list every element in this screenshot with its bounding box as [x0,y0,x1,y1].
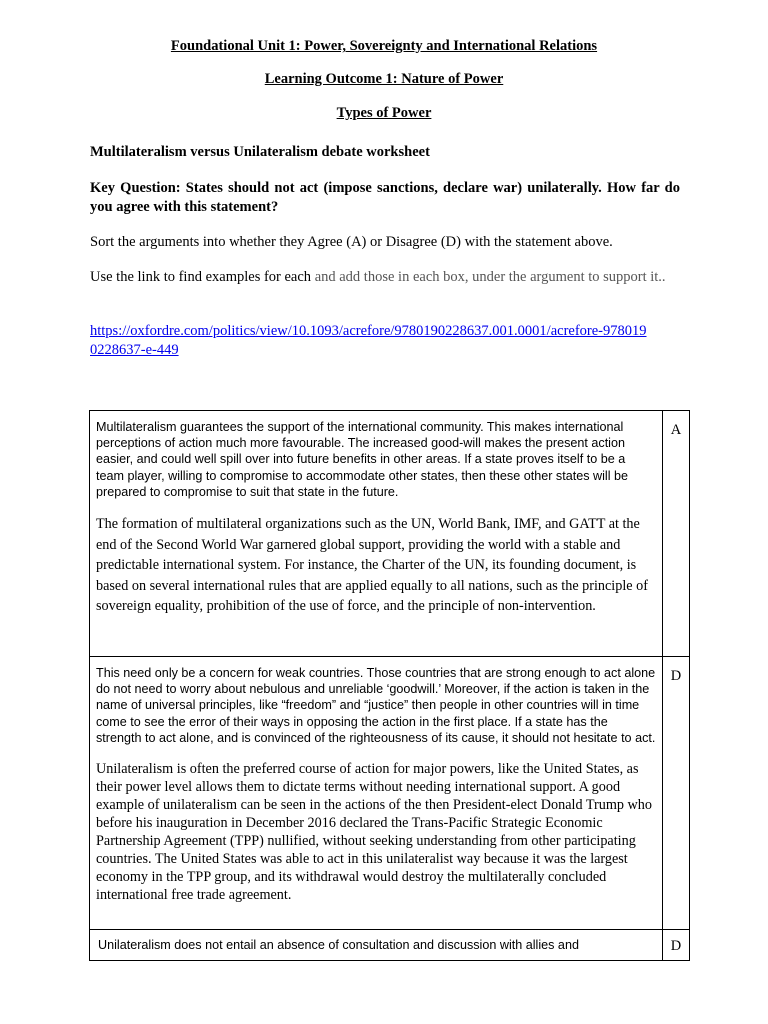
resource-link-block [90,322,650,360]
link-instruction-part1: Use the link to find examples for each [90,269,312,285]
key-question: Key Question: States should not act (impose sanctions, declare war) unilaterally. How far do you agree with this statement? [90,180,680,215]
argument-row [90,411,690,657]
argument-example: The formation of multilateral organizations such as the UN, World Bank, IMF, and GATT at the end of the Second World War garnered global support, providing the world with a stable and predictable international system. For instance, the Charter of the UN, its founding document, is based on several international rules that are applied equally to all nations, such as the principle of sovereign equality, prohibition of the use of force, and the principle of non-intervention. [96,516,648,615]
argument-text: Unilateralism does not entail an absence of consultation and discussion with allies and [98,938,579,952]
argument-tag: A [662,411,689,657]
argument-text: This need only be a concern for weak countries. Those countries that are strong enough to act alone do not need to worry about nebulous and unreliable ‘goodwill.’ Moreover, if the action is taken in the name of universal principles, like “freedom” and “justice” then people in other countries will in time come to see the error of their ways in opposing the action in the first place. If a state has the strength to act alone, and is convinced of the righteousness of its cause, it should not hesitate to act. [96,666,656,745]
argument-cell[interactable] [90,930,663,961]
arguments-table [89,410,690,961]
argument-cell[interactable] [90,657,663,930]
outcome-heading: Learning Outcome 1: Nature of Power [264,71,504,87]
link-instruction [90,268,680,287]
argument-cell[interactable] [90,411,663,657]
argument-tag: D [662,930,689,961]
link-instruction-part2: and add those in each box, under the argument to support it.. [311,269,666,285]
argument-text: Multilateralism guarantees the support of the international community. This makes international perceptions of action much more favourable. The increased good-will makes the present action easier, and could well spill over into future benefits in other areas. If a state proves itself to be a team player, willing to compromise to accommodate other states, then these other states will be prepared to compromise to suit that state in the future. [96,420,628,499]
unit-heading: Foundational Unit 1: Power, Sovereignty and International Relations [170,38,598,54]
argument-row [90,657,690,930]
worksheet-title: Multilateralism versus Unilateralism debate worksheet [90,144,430,160]
argument-example: Unilateralism is often the preferred course of action for major powers, like the United States, as their power level allows them to dictate terms without needing international support. A good example of unilateralism can be seen in the actions of the then President-elect Donald Trump who before his inauguration in December 2016 declared the Trans-Pacific Strategic Economic Partnership Agreement (TPP) nullified, without seeking understanding from other participating countries. The United States was able to act in this unilateralist way because it was the largest economy in the TPP group, and its withdrawal would destroy the multilaterally concluded international free trade agreement. [96,761,652,904]
argument-row [90,930,690,961]
resource-link[interactable]: https://oxfordre.com/politics/view/10.1093/acrefore/9780190228637.001.0001/acrefore-9780190228637-e-449 [90,323,647,358]
sort-instruction: Sort the arguments into whether they Agree (A) or Disagree (D) with the statement above. [90,234,613,250]
topic-heading: Types of Power [336,105,432,121]
argument-tag: D [662,657,689,930]
